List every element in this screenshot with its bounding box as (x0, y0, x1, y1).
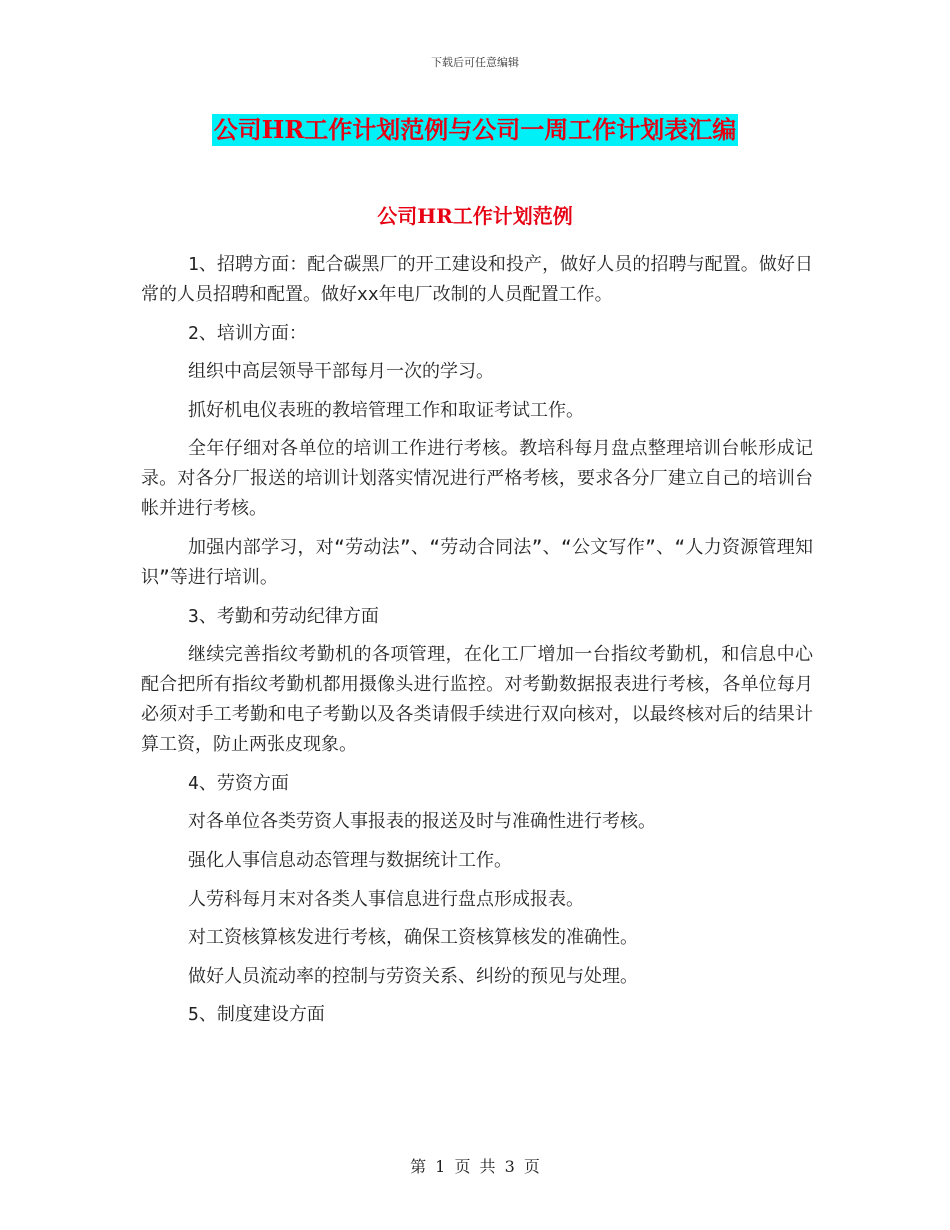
paragraph: 2、培训方面： (188, 322, 307, 344)
paragraph: 抓好机电仪表班的教培管理工作和取证考试工作。 (188, 399, 584, 421)
main-title: 公司HR工作计划范例与公司一周工作计划表汇编 (213, 115, 737, 144)
paragraph: 加强内部学习，对“劳动法”、“劳动合同法”、“公文写作”、“人力资源管理知识”等进行培训。 (141, 536, 813, 588)
paragraph: 继续完善指纹考勤机的各项管理，在化工厂增加一台指纹考勤机，和信息中心配合把所有指纹考勤机都用摄像头进行监控。对考勤数据报表进行考核，各单位每月必须对手工考勤和电子考勤以及各类请假手续进行双向核对，以最终核对后的结果计算工资，防止两张皮现象。 (141, 644, 813, 756)
header-note: 下载后可任意编辑 (431, 56, 519, 69)
paragraph: 对各单位各类劳资人事报表的报送及时与准确性进行考核。 (188, 811, 656, 833)
body-text (141, 250, 813, 1039)
page-footer: 第 1 页 共 3 页 (410, 1157, 540, 1176)
paragraph: 全年仔细对各单位的培训工作进行考核。教培科每月盘点整理培训台帐形成记录。对各分厂报送的培训计划落实情况进行严格考核，要求各分厂建立自己的培训台帐并进行考核。 (141, 438, 813, 520)
main-title-wrap (0, 114, 950, 146)
paragraph: 对工资核算核发进行考核，确保工资核算核发的准确性。 (188, 927, 638, 949)
paragraph: 做好人员流动率的控制与劳资关系、纠纷的预见与处理。 (188, 965, 638, 987)
paragraph: 3、考勤和劳动纪律方面 (188, 605, 379, 627)
paragraph: 人劳科每月末对各类人事信息进行盘点形成报表。 (188, 888, 584, 910)
paragraph: 1、招聘方面：配合碳黑厂的开工建设和投产，做好人员的招聘与配置。做好日常的人员招聘和配置。做好xx年电厂改制的人员配置工作。 (141, 254, 813, 305)
paragraph: 5、制度建设方面 (188, 1004, 325, 1026)
section-title: 公司HR工作计划范例 (377, 204, 573, 228)
paragraph: 强化人事信息动态管理与数据统计工作。 (188, 849, 512, 871)
paragraph: 4、劳资方面 (188, 772, 289, 794)
paragraph: 组织中高层领导干部每月一次的学习。 (188, 361, 494, 383)
